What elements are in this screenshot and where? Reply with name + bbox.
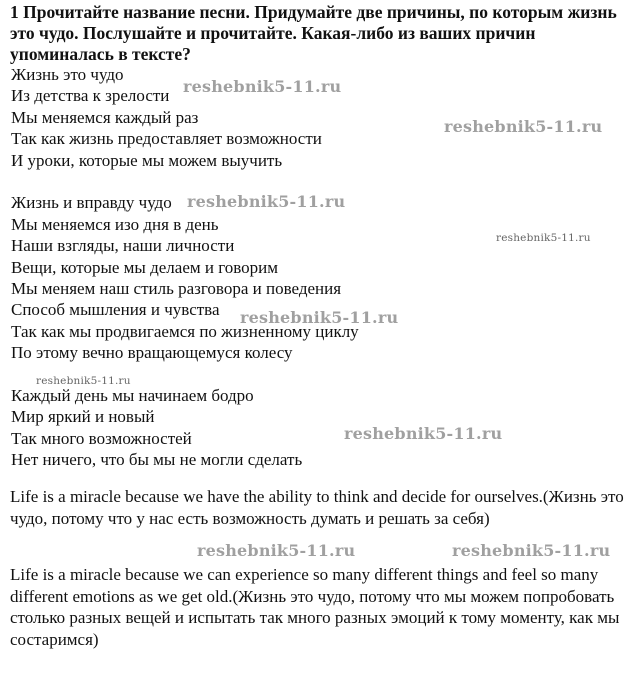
lyric-line: Мы меняемся каждый раз xyxy=(11,107,199,127)
answer-paragraph-2: Life is a miracle because we can experience so many different things and feel so many different emotions as we get old.(Жизнь это чудо, потому что мы можем попробовать столько разных вещей и испытать так много разных эмоций к тому моменту, как мы состаримся) xyxy=(10,565,620,649)
lyric-line: Жизнь это чудо xyxy=(11,65,124,84)
watermark: reshebnik5-11.ru xyxy=(240,308,399,327)
lyric-line: Мы меняем наш стиль разговора и поведения xyxy=(11,278,342,298)
lyric-line: Мир яркий и новый xyxy=(11,407,155,427)
watermark: reshebnik5-11.ru xyxy=(36,375,131,387)
watermark: reshebnik5-11.ru xyxy=(344,424,503,443)
task-heading: 1 Прочитайте название песни. Придумайте две причины, по которым жизнь это чудо. Послушайте и прочитайте. Какая-либо из ваших причин упоминалась в тексте? xyxy=(10,2,617,64)
song-lyrics xyxy=(11,64,359,470)
answer-paragraph-1: Life is a miracle because we have the ability to think and decide for ourselves.(Жизнь это чудо, потому что у нас есть возможность думать и решать за себя) xyxy=(10,487,624,528)
lyric-line: Мы меняемся изо дня в день xyxy=(11,214,219,234)
watermark: reshebnik5-11.ru xyxy=(444,117,603,136)
lyric-line: Так много возможностей xyxy=(11,428,192,448)
lyric-line: Из детства к зрелости xyxy=(11,86,170,106)
lyric-line: По этому вечно вращающемуся колесу xyxy=(11,343,293,363)
lyric-line: Так как жизнь предоставляет возможности xyxy=(11,129,322,149)
watermark: reshebnik5-11.ru xyxy=(452,541,611,560)
lyric-line: Наши взгляды, наши личности xyxy=(11,236,235,256)
watermark: reshebnik5-11.ru xyxy=(183,77,342,96)
watermark: reshebnik5-11.ru xyxy=(197,541,356,560)
watermark: reshebnik5-11.ru xyxy=(187,192,346,211)
lyric-line: Каждый день мы начинаем бодро xyxy=(11,385,254,405)
stanza-3 xyxy=(11,385,359,471)
lyric-line: Способ мышления и чувства xyxy=(11,300,220,320)
watermark: reshebnik5-11.ru xyxy=(496,232,591,244)
lyric-line: Вещи, которые мы делаем и говорим xyxy=(11,257,279,277)
lyric-line: И уроки, которые мы можем выучить xyxy=(11,150,283,170)
lyric-line: Так как мы продвигаемся по жизненному циклу xyxy=(11,321,359,341)
lyric-line: Нет ничего, что бы мы не могли сделать xyxy=(11,450,303,470)
lyric-line: Жизнь и вправду чудо xyxy=(11,193,172,213)
stanza-2 xyxy=(11,192,359,363)
